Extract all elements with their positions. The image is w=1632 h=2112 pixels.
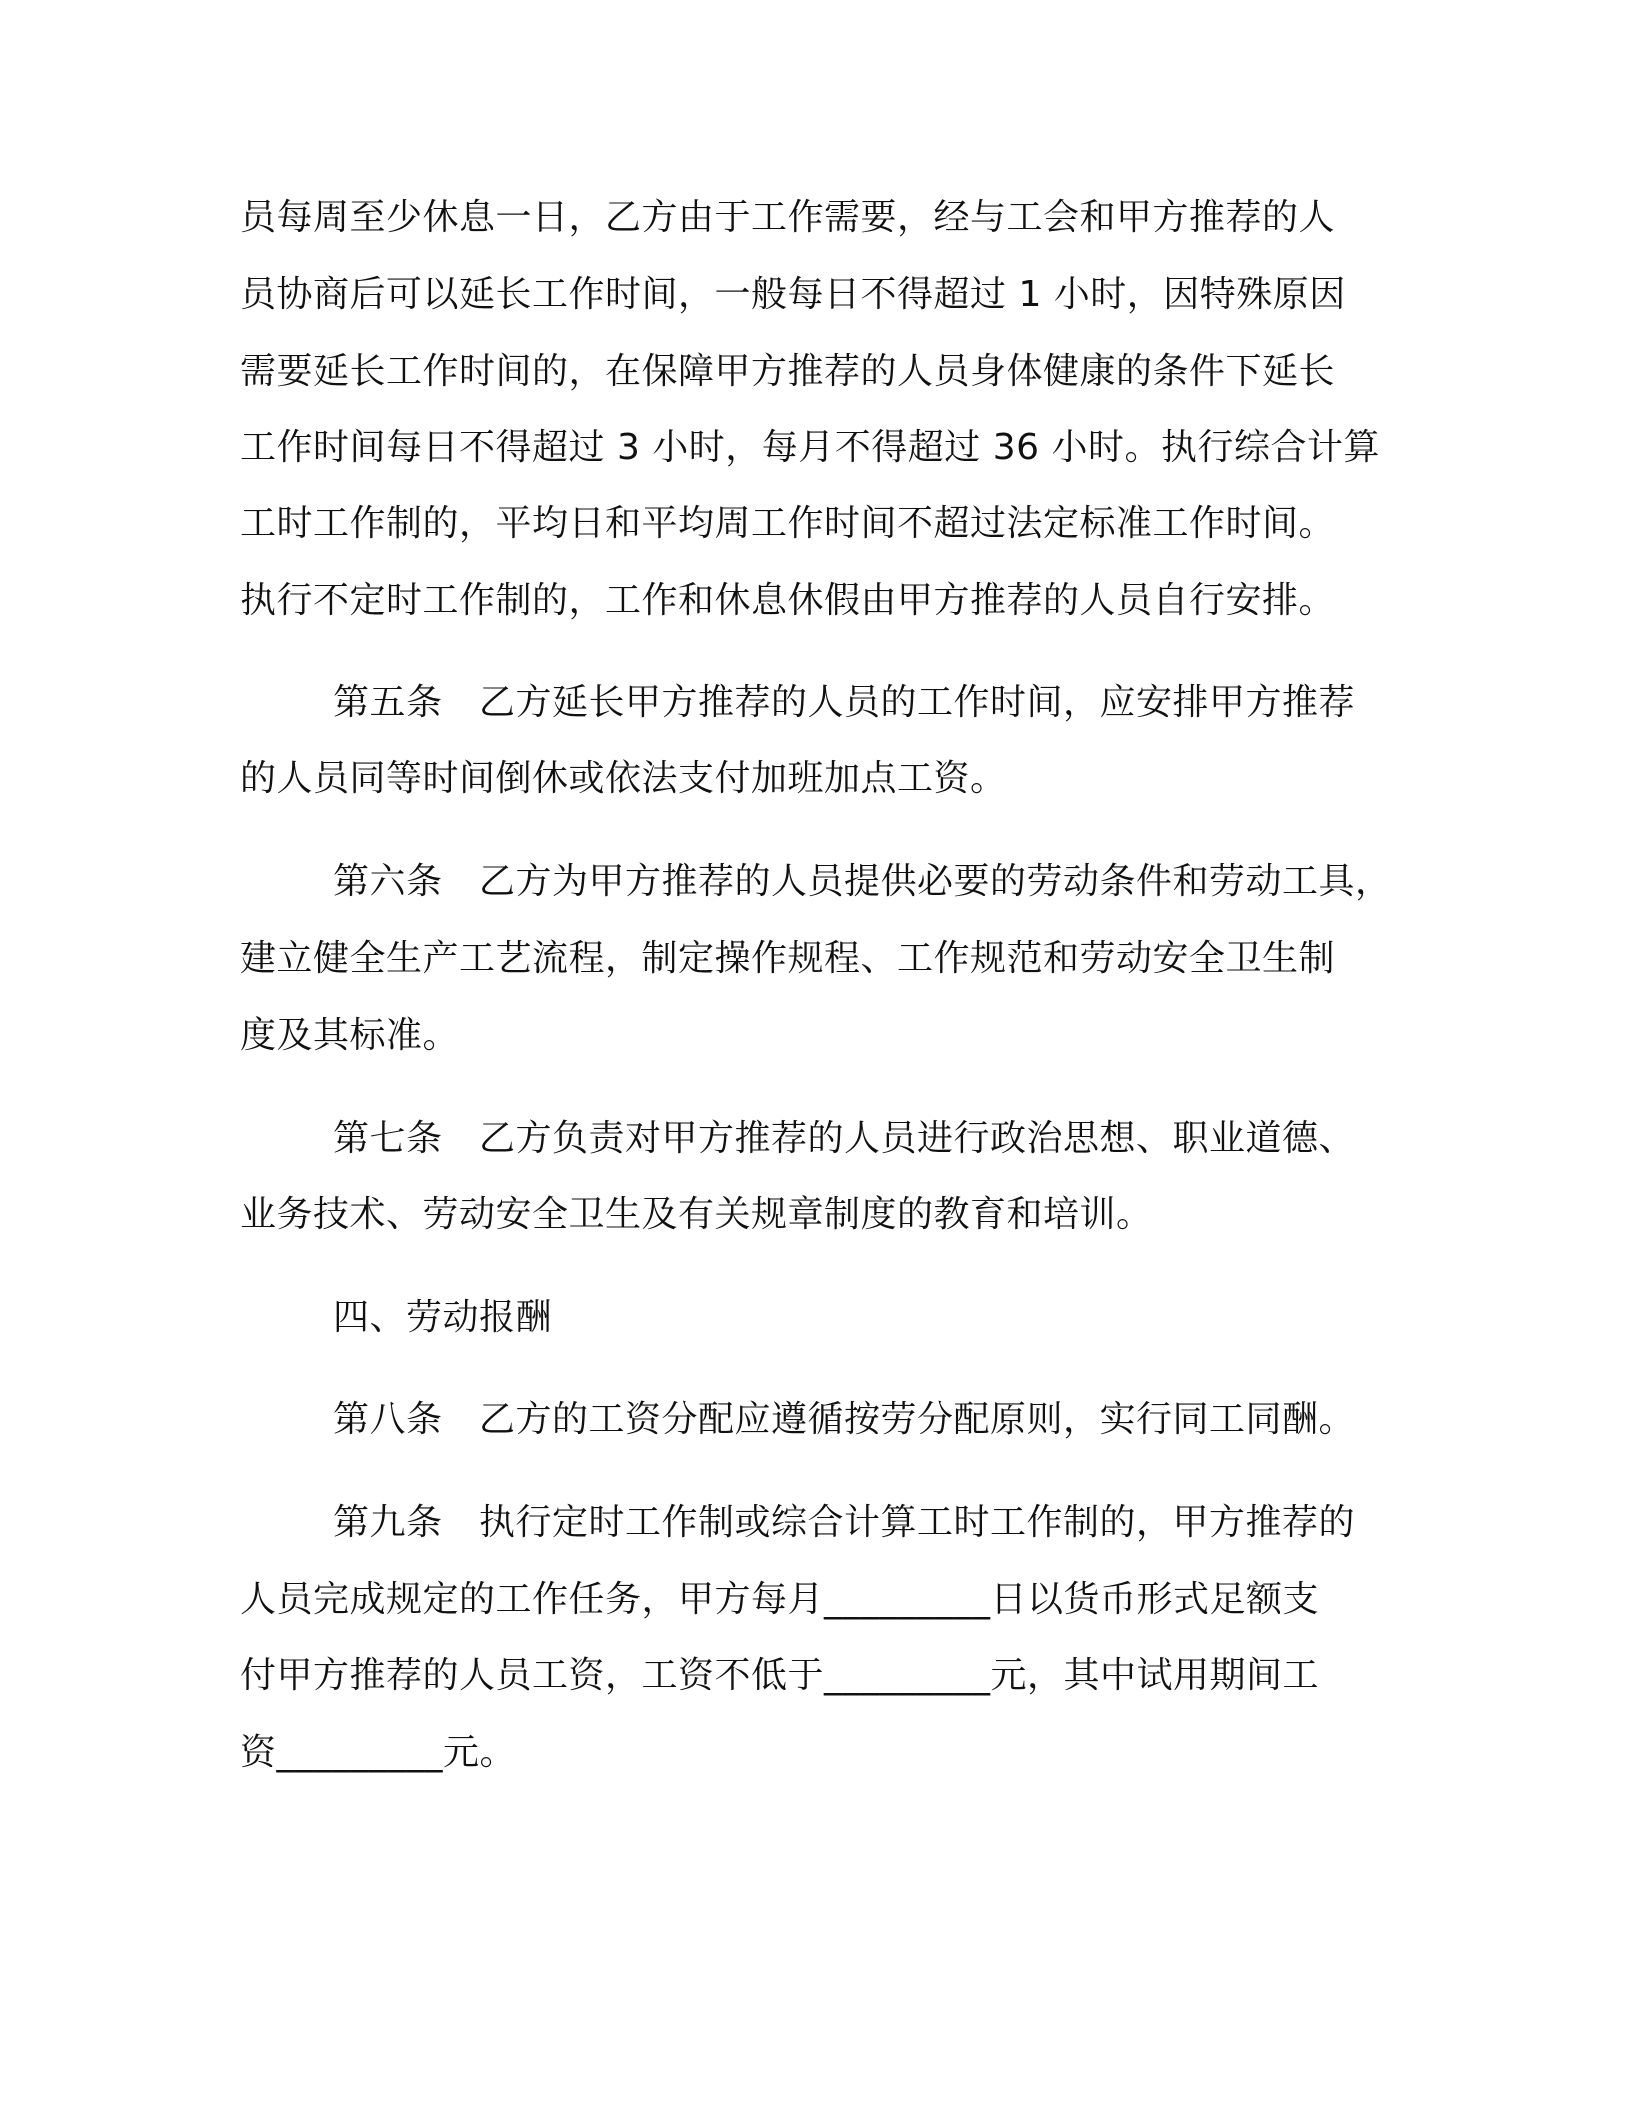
text-line: 员协商后可以延长工作时间，一般每日不得超过 1 小时，因特殊原因 <box>240 274 1346 315</box>
text-line: 资_________元。 <box>240 1732 517 1773</box>
text-line: 需要延长工作时间的，在保障甲方推荐的人员身体健康的条件下延长 <box>240 351 1336 392</box>
text-line: 人员完成规定的工作任务，甲方每月_________日以货币形式足额支 <box>240 1579 1320 1620</box>
text-line: 度及其标准。 <box>240 1015 460 1056</box>
text-line: 的人员同等时间倒休或依法支付加班加点工资。 <box>240 758 1007 799</box>
text-line: 工时工作制的，平均日和平均周工作时间不超过法定标准工作时间。 <box>240 503 1336 544</box>
text-line: 付甲方推荐的人员工资，工资不低于_________元，其中试用期间工 <box>240 1655 1320 1696</box>
article-7-line: 第七条 乙方负责对甲方推荐的人员进行政治思想、职业道德、 <box>333 1118 1356 1159</box>
text-line: 建立健全生产工艺流程，制定操作规程、工作规范和劳动安全卫生制 <box>240 938 1336 979</box>
article-9-line: 第九条 执行定时工作制或综合计算工时工作制的，甲方推荐的 <box>333 1502 1356 1543</box>
text-line: 员每周至少休息一日，乙方由于工作需要，经与工会和甲方推荐的人 <box>240 197 1336 238</box>
text-line: 业务技术、劳动安全卫生及有关规章制度的教育和培训。 <box>240 1194 1153 1235</box>
article-5-line: 第五条 乙方延长甲方推荐的人员的工作时间，应安排甲方推荐 <box>333 682 1356 723</box>
text-line: 工作时间每日不得超过 3 小时，每月不得超过 36 小时。执行综合计算 <box>240 427 1380 468</box>
article-6-line: 第六条 乙方为甲方推荐的人员提供必要的劳动条件和劳动工具， <box>333 861 1392 902</box>
article-8-line: 第八条 乙方的工资分配应遵循按劳分配原则，实行同工同酬。 <box>333 1399 1356 1440</box>
section-heading: 四、劳动报酬 <box>333 1297 553 1338</box>
text-line: 执行不定时工作制的，工作和休息休假由甲方推荐的人员自行安排。 <box>240 580 1336 621</box>
